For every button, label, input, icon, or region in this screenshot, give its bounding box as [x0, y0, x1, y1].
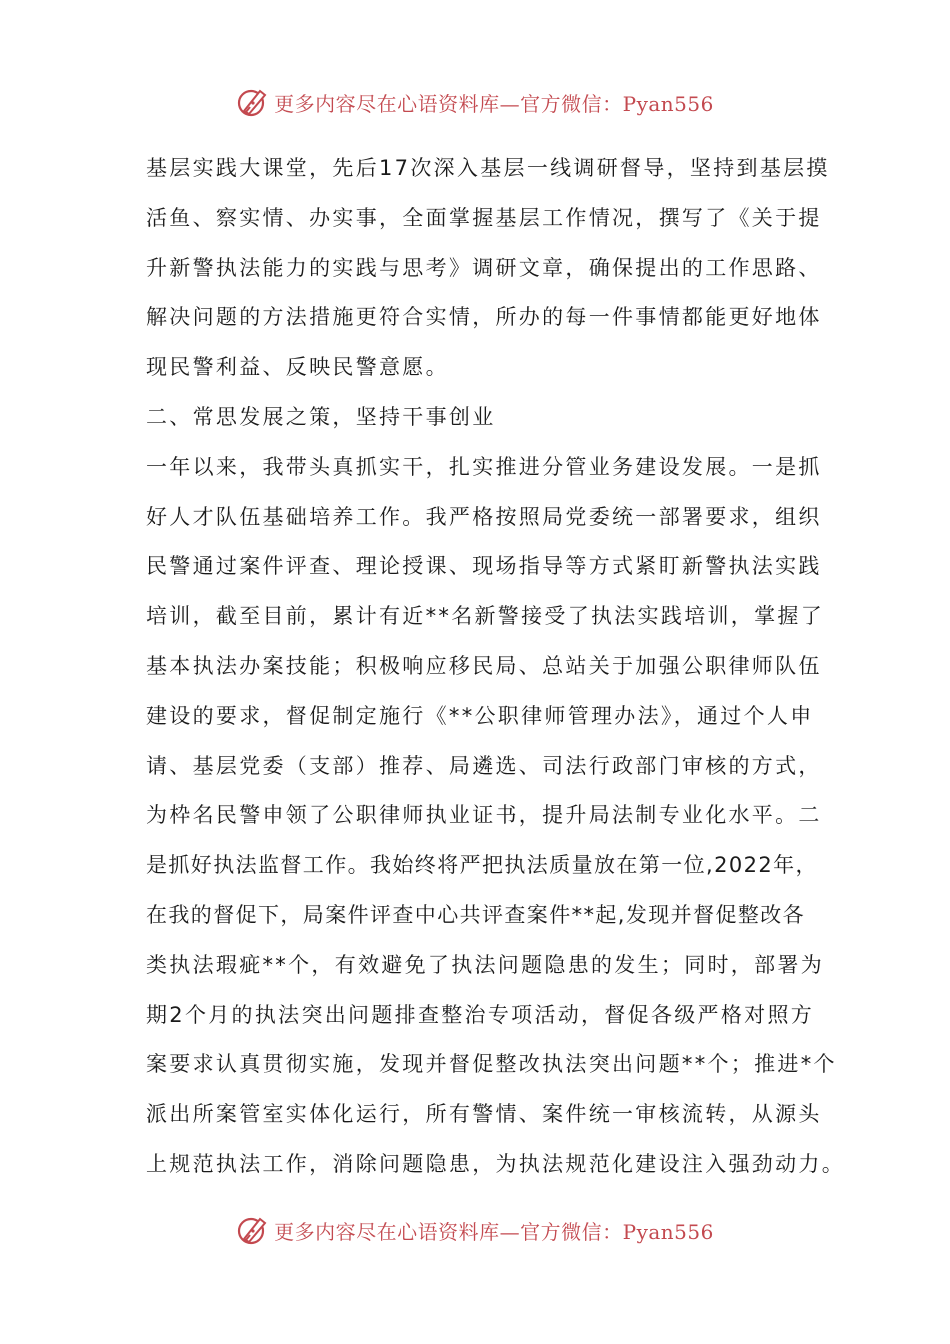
body-line: 基层实践大课堂，先后17次深入基层一线调研督导，坚持到基层摸	[146, 156, 830, 180]
banner-text: 更多内容尽在心语资料库—官方微信：Pyan556	[274, 91, 714, 116]
body-line: 类执法瑕疵**个，有效避免了执法问题隐患的发生；同时，部署为	[146, 952, 824, 977]
body-line: 基本执法办案技能；积极响应移民局、总站关于加强公职律师队伍	[146, 653, 822, 678]
body-line: 培训，截至目前，累计有近**名新警接受了执法实践培训，掌握了	[146, 604, 824, 629]
body-line: 建设的要求，督促制定施行《**公职律师管理办法》，通过个人申	[146, 703, 814, 728]
body-line: 好人才队伍基础培养工作。我严格按照局党委统一部署要求，组织	[146, 504, 822, 529]
body-line: 在我的督促下，局案件评查中心共评查案件**起,发现并督促整改各	[146, 902, 806, 927]
document-body	[146, 144, 845, 1190]
section-heading: 二、常思发展之策，坚持干事创业	[146, 404, 496, 429]
body-line: 请、基层党委（支部）推荐、局遴选、司法行政部门审核的方式，	[146, 753, 822, 778]
body-line: 活鱼、察实情、办实事，全面掌握基层工作情况，撰写了《关于提	[146, 205, 822, 230]
pen-nib-logo-icon	[236, 85, 270, 119]
header-banner	[0, 80, 950, 124]
body-line: 上规范执法工作，消除问题隐患，为执法规范化建设注入强劲动力。	[146, 1151, 845, 1176]
body-line: 期2个月的执法突出问题排查整治专项活动，督促各级严格对照方	[146, 1002, 815, 1027]
pen-nib-logo-icon	[236, 1213, 270, 1247]
body-line: 解决问题的方法措施更符合实情，所办的每一件事情都能更好地体	[146, 305, 822, 330]
body-line: 现民警利益、反映民警意愿。	[146, 355, 449, 380]
footer-banner	[0, 1208, 950, 1252]
banner-text: 更多内容尽在心语资料库—官方微信：Pyan556	[274, 1219, 714, 1244]
body-line: 是抓好执法监督工作。我始终将严把执法质量放在第一位,2022年，	[146, 853, 818, 878]
body-line: 一年以来，我带头真抓实干，扎实推进分管业务建设发展。一是抓	[146, 454, 822, 479]
body-line: 民警通过案件评查、理论授课、现场指导等方式紧盯新警执法实践	[146, 554, 822, 579]
body-line: 案要求认真贯彻实施，发现并督促整改执法突出问题**个；推进*个	[146, 1052, 837, 1077]
body-line: 派出所案管室实体化运行，所有警情、案件统一审核流转，从源头	[146, 1102, 822, 1127]
body-line: 为枠名民警申领了公职律师执业证书，提升局法制专业化水平。二	[146, 803, 822, 828]
body-line: 升新警执法能力的实践与思考》调研文章，确保提出的工作思路、	[146, 255, 822, 280]
